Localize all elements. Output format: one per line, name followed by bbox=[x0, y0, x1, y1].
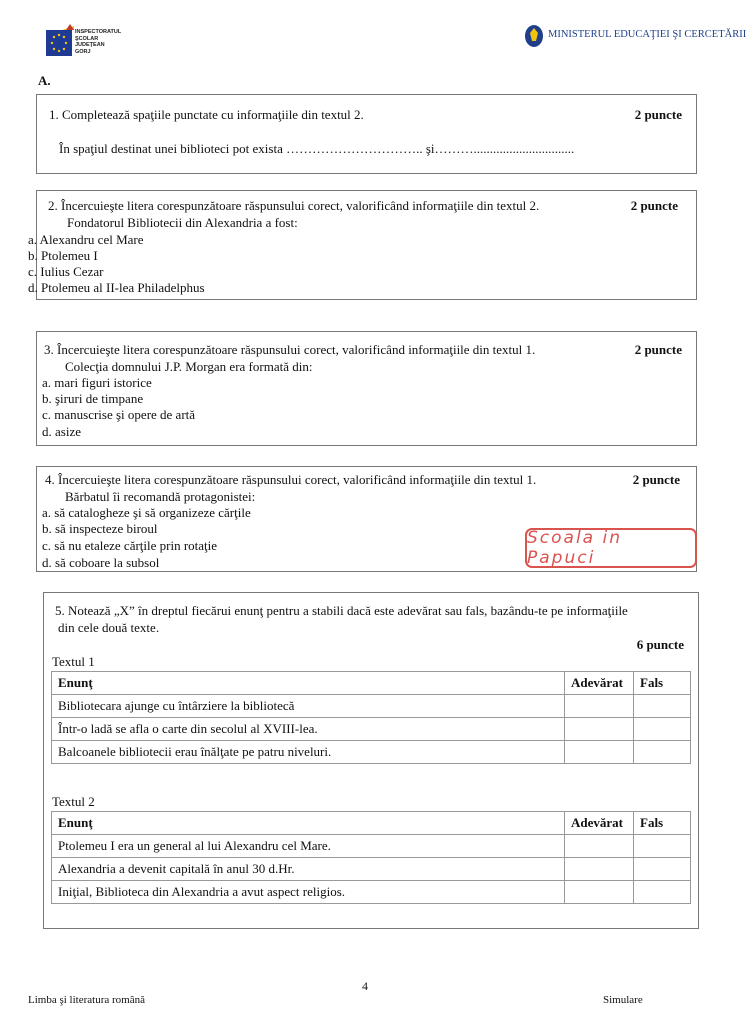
question-1-points: 2 puncte bbox=[634, 107, 682, 122]
statement-cell: Ptolemeu I era un general al lui Alexandru cel Mare. bbox=[52, 835, 565, 858]
page-number: 4 bbox=[362, 979, 368, 993]
question-4-option-c[interactable]: c. să nu etaleze cărţile prin rotaţie bbox=[42, 538, 218, 553]
ministry-logo bbox=[524, 22, 746, 52]
text-1-table bbox=[51, 671, 691, 764]
question-1-box bbox=[36, 94, 697, 174]
section-label: A. bbox=[38, 73, 51, 88]
question-4-option-d[interactable]: d. să coboare la subsol bbox=[42, 555, 160, 570]
header-false: Fals bbox=[634, 672, 691, 695]
logo-line: GORJ bbox=[75, 48, 91, 55]
question-4-prompt: Bărbatul îi recomandă protagonistei: bbox=[65, 489, 256, 504]
question-1-text: 1. Completează spaţiile punctate cu informaţiile din textul 2. bbox=[49, 107, 364, 122]
question-2-option-b[interactable]: b. Ptolemeu I bbox=[28, 248, 98, 263]
true-cell[interactable] bbox=[565, 718, 634, 741]
ministry-name: MINISTERUL EDUCAŢIEI ŞI CERCETĂRII bbox=[548, 29, 746, 40]
question-3-box bbox=[36, 331, 697, 446]
statement-cell: Bibliotecara ajunge cu întârziere la bibliotecă bbox=[52, 695, 565, 718]
table-row bbox=[52, 695, 691, 718]
question-3-option-d[interactable]: d. asize bbox=[42, 424, 81, 439]
false-cell[interactable] bbox=[634, 835, 691, 858]
logo-line: JUDEŢEAN bbox=[75, 42, 105, 48]
question-4-text: 4. Încercuieşte litera corespunzătoare răspunsului corect, valorificând informaţiile din textul 1. bbox=[45, 472, 537, 487]
table-row bbox=[52, 835, 691, 858]
text-2-table bbox=[51, 811, 691, 904]
statement-cell: Alexandria a devenit capitală în anul 30 d.Hr. bbox=[52, 858, 565, 881]
header-false: Fals bbox=[634, 812, 691, 835]
true-cell[interactable] bbox=[565, 881, 634, 904]
question-2-option-d[interactable]: d. Ptolemeu al II-lea Philadelphus bbox=[28, 280, 205, 295]
question-4-option-b[interactable]: b. să inspecteze biroul bbox=[42, 521, 158, 536]
true-cell[interactable] bbox=[565, 835, 634, 858]
coat-of-arms-icon bbox=[524, 24, 544, 48]
table-row bbox=[52, 741, 691, 764]
question-3-text: 3. Încercuieşte litera corespunzătoare răspunsului corect, valorificând informaţiile din textul 1. bbox=[44, 342, 536, 357]
false-cell[interactable] bbox=[634, 741, 691, 764]
question-1-fill-line[interactable]: În spaţiul destinat unei biblioteci pot exista ………………………….. şi………............................... bbox=[59, 141, 575, 156]
false-cell[interactable] bbox=[634, 858, 691, 881]
question-3-option-c[interactable]: c. manuscrise şi opere de artă bbox=[42, 407, 196, 422]
question-3-prompt: Colecţia domnului J.P. Morgan era formată din: bbox=[65, 359, 313, 374]
false-cell[interactable] bbox=[634, 881, 691, 904]
table-header-row bbox=[52, 672, 691, 695]
question-3-points: 2 puncte bbox=[634, 342, 682, 357]
question-2-option-c[interactable]: c. Iulius Cezar bbox=[28, 264, 104, 279]
false-cell[interactable] bbox=[634, 718, 691, 741]
question-5-text-line2: din cele două texte. bbox=[58, 620, 160, 635]
question-2-points: 2 puncte bbox=[630, 198, 678, 213]
logo-line: INSPECTORATUL bbox=[75, 29, 122, 35]
question-5-points: 6 puncte bbox=[636, 637, 684, 652]
question-2-option-a[interactable]: a. Alexandru cel Mare bbox=[28, 232, 144, 247]
question-2-prompt: Fondatorul Bibliotecii din Alexandria a fost: bbox=[67, 215, 298, 230]
question-2-text: 2. Încercuieşte litera corespunzătoare răspunsului corect, valorificând informaţiile din textul 2. bbox=[48, 198, 540, 213]
table-row bbox=[52, 881, 691, 904]
footer-exam-type: Simulare bbox=[603, 994, 643, 1006]
header-true: Adevărat bbox=[565, 672, 634, 695]
table-row bbox=[52, 718, 691, 741]
header-statement: Enunţ bbox=[52, 812, 565, 835]
logo-line: ŞCOLAR bbox=[75, 35, 99, 42]
question-5-text-line1: 5. Notează „X” în dreptul fiecărui enunţ pentru a stabili dacă este adevărat sau fals, bazându-te pe informaţiile bbox=[55, 603, 628, 618]
watermark-stamp: Scoala in Papuci bbox=[525, 528, 697, 568]
statement-cell: Balcoanele bibliotecii erau înălţate pe patru niveluri. bbox=[52, 741, 565, 764]
statement-cell: Iniţial, Biblioteca din Alexandria a avut aspect religios. bbox=[52, 881, 565, 904]
inspectorate-logo bbox=[44, 26, 124, 60]
header-true: Adevărat bbox=[565, 812, 634, 835]
question-3-option-a[interactable]: a. mari figuri istorice bbox=[42, 375, 152, 390]
true-cell[interactable] bbox=[565, 695, 634, 718]
table-row bbox=[52, 858, 691, 881]
question-2-box bbox=[28, 190, 697, 300]
header-statement: Enunţ bbox=[52, 672, 565, 695]
question-4-points: 2 puncte bbox=[632, 472, 680, 487]
question-5-box bbox=[43, 592, 699, 929]
text-2-label: Textul 2 bbox=[52, 794, 95, 809]
true-cell[interactable] bbox=[565, 741, 634, 764]
true-cell[interactable] bbox=[565, 858, 634, 881]
false-cell[interactable] bbox=[634, 695, 691, 718]
table-header-row bbox=[52, 812, 691, 835]
statement-cell: Într-o ladă se afla o carte din secolul al XVIII-lea. bbox=[52, 718, 565, 741]
text-1-label: Textul 1 bbox=[52, 654, 95, 669]
footer-subject: Limba şi literatura română bbox=[28, 994, 145, 1006]
question-3-option-b[interactable]: b. şiruri de timpane bbox=[42, 391, 144, 406]
question-4-option-a[interactable]: a. să catalogheze şi să organizeze cărţile bbox=[42, 505, 251, 520]
